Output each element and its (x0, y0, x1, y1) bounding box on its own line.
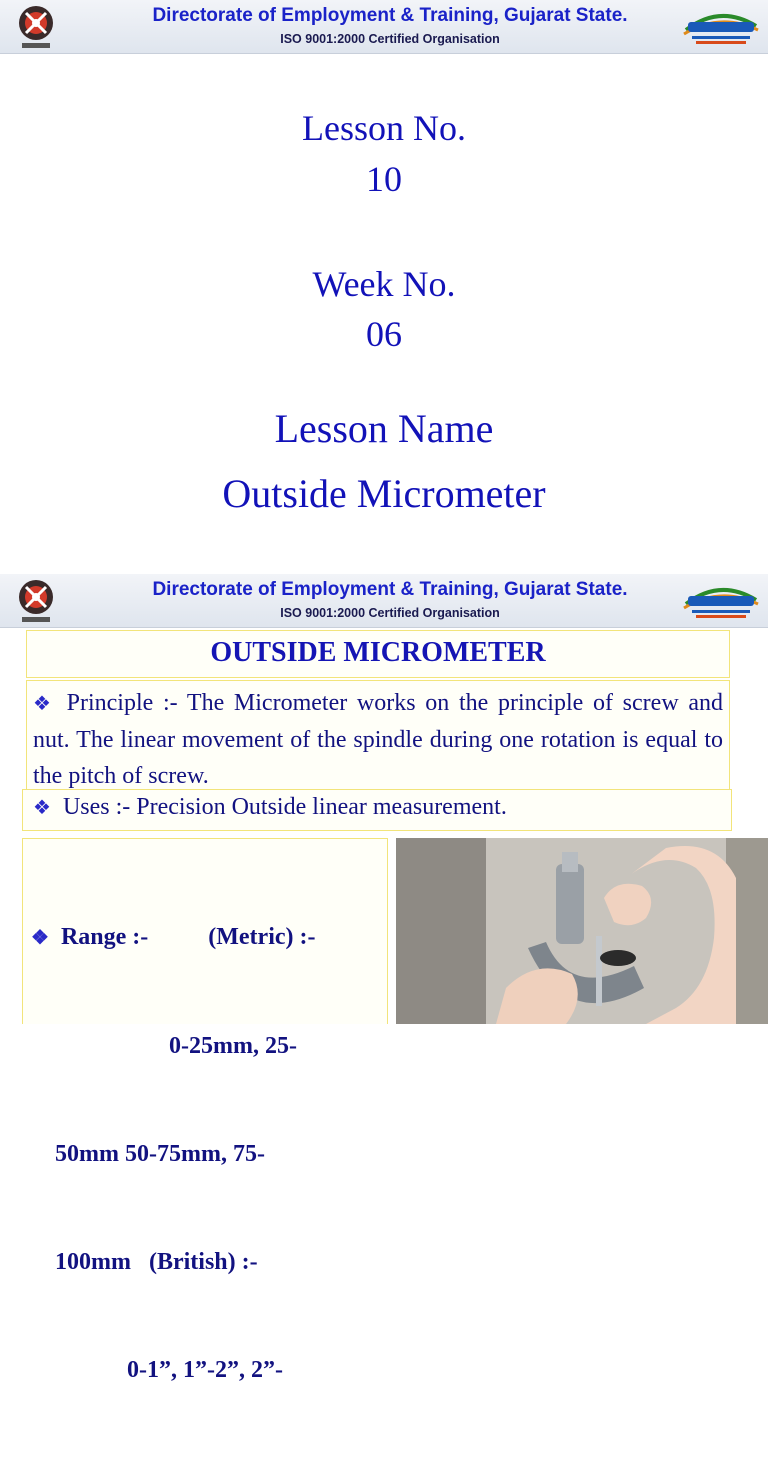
principle-box (26, 680, 730, 790)
emblem-icon (14, 577, 58, 625)
header-subtitle: ISO 9001:2000 Certified Organisation (280, 606, 500, 620)
lesson-no-value: 10 (366, 159, 402, 199)
header-title: Directorate of Employment & Training, Gujarat State. (152, 579, 628, 600)
vibrant-gujarat-logo-icon (680, 8, 762, 48)
lesson-name-value: Outside Micrometer (222, 471, 546, 516)
vibrant-gujarat-logo-icon (680, 582, 762, 622)
range-line: 0-1”, 1”-2”, 2”- (31, 1357, 283, 1383)
uses-text: Uses :- Precision Outside linear measurement. (62, 794, 507, 820)
lesson-no-label: Lesson No. (302, 108, 466, 148)
micrometer-photo-illustration (396, 838, 768, 1024)
principle-text: Principle :- The Micrometer works on the principle of screw and nut. The linear movement of the spindle during one rotation is equal to the pitch of screw. (33, 690, 724, 789)
header-banner-2 (0, 574, 768, 628)
micrometer-photo (396, 838, 768, 1024)
section-heading: OUTSIDE MICROMETER (210, 637, 546, 668)
week-no-value: 06 (366, 314, 402, 354)
range-line: 0-25mm, 25- (31, 1033, 297, 1059)
week-no-label: Week No. (312, 264, 456, 304)
diamond-bullet-icon: ❖ (31, 927, 49, 949)
emblem-icon (14, 3, 58, 51)
diamond-bullet-icon: ❖ (33, 797, 51, 819)
range-box (22, 838, 388, 1383)
section-heading-box (26, 630, 730, 678)
header-title: Directorate of Employment & Training, Gujarat State. (152, 5, 628, 26)
range-line: Range :- (Metric) :- (60, 924, 316, 950)
lesson-name-label: Lesson Name (274, 406, 494, 451)
range-line: 100mm (British) :- (31, 1249, 258, 1275)
header-subtitle: ISO 9001:2000 Certified Organisation (280, 32, 500, 46)
range-line: 50mm 50-75mm, 75- (31, 1141, 265, 1167)
uses-box (22, 789, 732, 831)
header-banner-1 (0, 0, 768, 54)
diamond-bullet-icon: ❖ (33, 693, 55, 715)
